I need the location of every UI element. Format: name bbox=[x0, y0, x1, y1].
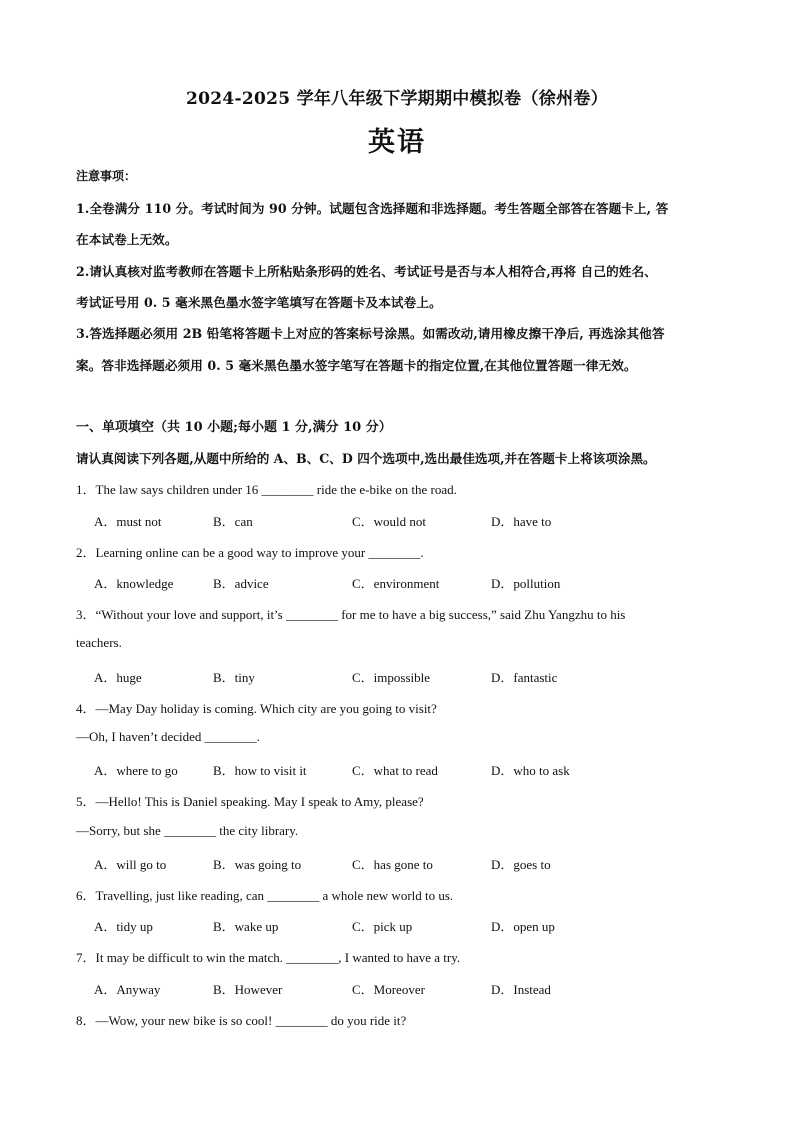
option-a: A．will go to bbox=[94, 857, 167, 872]
option-a: A．must not bbox=[94, 514, 162, 529]
section-heading: 一、单项填空（共 10 小题;每小题 1 分,满分 10 分） bbox=[76, 420, 392, 435]
question-stem: 8．—Wow, your new bike is so cool! ________ do you ride it? bbox=[76, 1013, 407, 1028]
notice-line: 考试证号用 0. 5 毫米黑色墨水签字笔填写在答题卡及本试卷上。 bbox=[76, 295, 442, 310]
option-b: B．how to visit it bbox=[213, 763, 307, 778]
option-c: C．would not bbox=[352, 514, 427, 529]
notice-line: 3.答选择题必须用 2B 铅笔将答题卡上对应的答案标号涂黑。如需改动,请用橡皮擦干净后, 再选涂其他答 bbox=[76, 326, 665, 341]
notice-heading: 注意事项： bbox=[76, 169, 137, 183]
option-d: D．fantastic bbox=[491, 670, 558, 685]
exam-title: 2024-2025 学年八年级下学期期中模拟卷（徐州卷） bbox=[185, 89, 608, 109]
option-c: C．environment bbox=[352, 576, 440, 591]
question-stem: 3．“Without your love and support, it’s ________ for me to have a big success,” said Zhu Yangzhu to his bbox=[76, 607, 626, 622]
option-d: D．goes to bbox=[491, 857, 551, 872]
subject-title: 英语 bbox=[368, 127, 426, 158]
question-reply: —Sorry, but she ________ the city library. bbox=[76, 823, 299, 838]
option-c: C．what to read bbox=[352, 763, 438, 778]
option-a: A．huge bbox=[94, 670, 142, 685]
section-instruction: 请认真阅读下列各题,从题中所给的 A、B、C、D 四个选项中,选出最佳选项,并在答题卡上将该项涂黑。 bbox=[76, 451, 656, 466]
question-reply: —Oh, I haven’t decided ________. bbox=[76, 729, 260, 744]
question-stem: 5．—Hello! This is Daniel speaking. May I speak to Amy, please? bbox=[76, 794, 424, 809]
option-c: C．pick up bbox=[352, 919, 413, 934]
option-b: B．tiny bbox=[213, 670, 255, 685]
option-b: B．can bbox=[213, 514, 253, 529]
question-stem: 2．Learning online can be a good way to improve your ________. bbox=[76, 545, 424, 560]
question-stem-continued: teachers. bbox=[76, 635, 122, 650]
option-b: B．wake up bbox=[213, 919, 279, 934]
notice-line: 案。答非选择题必须用 0. 5 毫米黑色墨水签字笔写在答题卡的指定位置,在其他位置答题一律无效。 bbox=[76, 358, 637, 373]
option-b: B．was going to bbox=[213, 857, 302, 872]
option-c: C．Moreover bbox=[352, 982, 425, 997]
notice-line: 2.请认真核对监考教师在答题卡上所粘贴条形码的姓名、考试证号是否与本人相符合,再将 自己的姓名、 bbox=[76, 264, 657, 279]
option-d: D．have to bbox=[491, 514, 552, 529]
option-c: C．impossible bbox=[352, 670, 431, 685]
option-d: D．pollution bbox=[491, 576, 561, 591]
option-d: D．Instead bbox=[491, 982, 551, 997]
question-stem: 4．—May Day holiday is coming. Which city are you going to visit? bbox=[76, 701, 437, 716]
notice-line: 在本试卷上无效。 bbox=[76, 232, 178, 247]
question-stem: 7．It may be difficult to win the match. ________, I wanted to have a try. bbox=[76, 950, 461, 965]
option-b: B．However bbox=[213, 982, 283, 997]
option-a: A．knowledge bbox=[94, 576, 174, 591]
option-d: D．who to ask bbox=[491, 763, 570, 778]
question-stem: 1．The law says children under 16 ________ ride the e-bike on the road. bbox=[76, 482, 457, 497]
option-a: A．tidy up bbox=[94, 919, 153, 934]
question-stem: 6．Travelling, just like reading, can ________ a whole new world to us. bbox=[76, 888, 454, 903]
notice-line: 1.全卷满分 110 分。考试时间为 90 分钟。试题包含选择题和非选择题。考生答题全部答在答题卡上, 答 bbox=[76, 201, 669, 216]
option-c: C．has gone to bbox=[352, 857, 433, 872]
option-a: A．Anyway bbox=[94, 982, 161, 997]
option-a: A．where to go bbox=[94, 763, 178, 778]
option-b: B．advice bbox=[213, 576, 269, 591]
option-d: D．open up bbox=[491, 919, 555, 934]
